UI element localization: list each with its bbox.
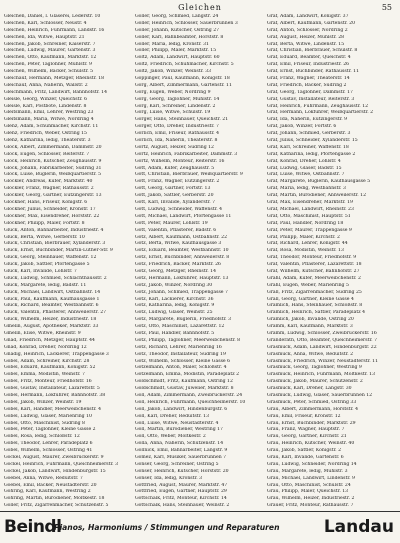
directory-entry: Göller, Johann, Kutscher, Ostring 27 <box>135 27 220 33</box>
directory-entry: Götz, Philipp, Taglöhner, Meerweibchenstr. 8 <box>135 337 241 343</box>
directory-entry: Grau, Albert, Zimmermann, Horststr. 4 <box>267 406 359 412</box>
directory-entry: Gleichen, Otto, Kaufmann, Marktstr. 12 <box>4 55 97 61</box>
directory-entry: Gómez, Karl, Musiker, Sauerbrunnen 7 <box>135 455 227 460</box>
directory-entry: Glöckler, Andreas, Küfer, Marktstr. 40 <box>4 179 93 185</box>
directory-entry: Glöckler, Georg, Gärtner, Eutzingerstr. 13 <box>4 193 102 199</box>
directory-entry: Göbel, Karl, Händler, Meerweibchenstr. 4 <box>4 406 102 412</box>
directory-entry: Gmelin, Elise, Witwe, Rheinstr. 9 <box>4 330 81 336</box>
directory-entry: Grau, Margarete, ledig, Mühlstr. 3 <box>267 468 348 474</box>
directory-entry: Grasmück, Georg, Taglöhner, Westring 9 <box>267 365 362 371</box>
directory-entry: Götz, Hermann, Lokführer, Hauptstr. 13 <box>135 275 229 281</box>
directory-entry: Götz, Margarete, Büglerin, Friedhofstr. 3 <box>135 317 232 323</box>
directory-entry: Götz, Paul, Händler, Bahnhofstr. 5 <box>135 330 215 336</box>
directory-entry: Götz, Karl, Lackierer, Kirchstr. 36 <box>135 296 214 302</box>
directory-entry: Götz, Wilhelm, Schlosser, Kleine Gasse 6 <box>135 358 231 364</box>
directory-entry: Grau, Heinrich, Kutscher, Weinstr. 40 <box>267 441 355 447</box>
directory-entry: Gollnick, Emil, Bahnarbeiter, Langstr. 9 <box>135 448 228 454</box>
directory-entry: Götzelmann, Anton, Maler, Schloßstr. 4 <box>135 365 227 371</box>
directory-entry: Graf, Ida, Näherin, Eutzingerstr. 9 <box>267 117 348 123</box>
directory-entry: Grall, Fritz, Zigarrenmacher, Südring 25 <box>267 289 362 295</box>
directory-entry: Graf, Konrad, Dreher, Löhlstr. 4 <box>267 158 341 164</box>
directory-entry: Gleichen, Wilhelm, Bäcker, Schulstr. 5 <box>4 69 94 75</box>
directory-entry: Graf, Christian, Bierbrauer, Schulstr. 8 <box>267 48 358 54</box>
directory-entry: Göltz, Adam, Landwirt, Hauptstr. 60 <box>135 55 220 61</box>
directory-entry: Graf, Rosa, Modistin, Weinstr. 13 <box>267 248 344 254</box>
directory-entry: Goll, Jakob, Landwirt, Hindenburgstr. 6 <box>135 406 228 412</box>
directory-entry: Göckel, August, Maurer, Zweibrückerstr. 9 <box>4 455 104 460</box>
directory-entry: Gött, Jakob, Sattler, Gerberstr. 20 <box>135 193 214 199</box>
directory-entry: Grau, Karl, Invalide, Gartenstr. 6 <box>267 455 344 460</box>
directory-entry: Görtz, August, Heizer, Südring 12 <box>135 144 214 150</box>
directory-entry: Göltz, Friedrich, Schuhmacher, Kirchstr. 5 <box>135 62 234 68</box>
directory-entry: Grahl, Eugen, Weber, Marienring 5 <box>267 282 349 288</box>
directory-entry: Graf, Heinrich, Fuhrmann, Zeughausstr. 12 <box>267 103 369 109</box>
directory-entry: Gonser, Ida, ledig, Kronstr. 3 <box>135 475 203 481</box>
directory-entry: Grall, Georg, Gärtner, Kleine Gasse 4 <box>267 296 354 302</box>
directory-entry: Göller, Karl, Bahnbeamter, Horststr. 8 <box>135 34 224 40</box>
directory-entry: Gramm, Ludwig, Schlosser, Zweibrückerstr. 16 <box>267 330 377 336</box>
directory-entry: Göhring, Martin, Bürodiener, Moltkestr. 18 <box>4 496 105 502</box>
directory-entry: Grau, Ernst, Buchbinder, Marktstr. 29 <box>267 420 356 426</box>
directory-entry: Göbel, Fritz, Monteur, Friedhofstr. 16 <box>4 379 92 385</box>
directory-entry: Götz, Eduard, Beamter, Westbahnstr. 10 <box>135 248 229 254</box>
directory-entry: Gleichauf, Hermann, Metzger, Rheinstr. 18 <box>4 76 105 82</box>
directory-entry: Görg, Georg, Taglöhner, Mühlstr. 14 <box>135 96 220 102</box>
directory-entry: Graf, Johann, Schmied, Gerberstr. 3 <box>267 131 351 137</box>
directory-entry: Glock, Heinrich, Kutscher, Zeughausstr. 9 <box>4 158 102 164</box>
directory-entry: Görger, Hans, Steinhauer, Queichstr. 21 <box>135 117 229 123</box>
directory-entry: Grasmück, Karl, Dreher, Langstr. 30 <box>267 386 352 392</box>
directory-entry: Götz, Ludwig, Glaser, Weinstr. 25 <box>135 310 213 316</box>
directory-entry: Götz, Theodor, Installateur, Südring 19 <box>135 351 226 357</box>
directory-entry: Graf, Ernst, Buchbinder, Rathausstr. 11 <box>267 69 360 75</box>
directory-entry: Graf, Albert, Kaufmann, Gartenstr. 20 <box>267 20 356 26</box>
directory-entry: Göckel, Heinrich, Fuhrmann, Queichheimerstr. 3 <box>4 461 118 467</box>
directory-entry: Gramm, Karl, Kaufmann, Marktstr. 3 <box>267 324 353 330</box>
directory-entry: Glück, Wilhelm, Heizer, Industriestr. 18 <box>4 317 97 323</box>
directory-entry: Graf, Berta, Witwe, Lindenstr. 15 <box>267 41 345 47</box>
directory-entry: Glück, Ernst, Buchbinder, Martin-Luther-Str. 9 <box>4 248 113 254</box>
directory-entry: Grasmück, Friedrich, Winzer, Neustadterstr. 11 <box>267 358 378 364</box>
directory-entry: Gleichen, Peter, Taglöhner, Mühlstr. 9 <box>4 62 92 68</box>
directory-entry: Göbel, Otto, Maschinist, Südring 8 <box>4 420 85 426</box>
directory-entry: Graf, Hermann, Lokführer, Weißquartierstr. 2 <box>267 110 374 116</box>
directory-entry: Grasmück, Heinrich, Fuhrmann, Moltkestr. 13 <box>267 372 376 378</box>
directory-entry: Grau, Franz, Wagner, Hauptstr. 7 <box>267 427 345 433</box>
directory-entry: Graf, Jakob, Winzer, Fortstr. 6 <box>267 124 337 130</box>
directory-entry: Götz, Friedrich, Bäcker, Marktstr. 26 <box>135 262 221 268</box>
directory-entry: Glöckner, Philipp, Maler, Fortstr. 8 <box>4 220 85 226</box>
directory-entry: Glück, Jakob, Sattler, Pfortengasse 5 <box>4 262 90 268</box>
directory-entry: Götz, Georg, Metzger, Rheinstr. 14 <box>135 268 217 274</box>
directory-entry: Graf, Wilhelm, Kutscher, Bahnhofstr. 27 <box>267 268 360 274</box>
directory-entry: Glück, Paul, Kaufmann, Kaufhausgasse 1 <box>4 296 100 302</box>
directory-entry: Graf, Luise, Witwe, Ostbahnstr. 7 <box>267 172 345 178</box>
directory-entry: Gramlich, Heinrich, Sattler, Paradeplatz 4 <box>267 310 366 316</box>
directory-entry: Görg, Eugen, Weber, Nordring 9 <box>135 89 211 95</box>
directory-entry: Gnad, Friedrich, Metzger, Hauptstr. 44 <box>4 337 95 343</box>
directory-entry: Grau, Michael, Landwirt, Lindenstr. 9 <box>267 475 355 481</box>
directory-entry: Gottschalk, Fritz, Monteur, Kirchstr. 14 <box>135 496 227 502</box>
directory-entry: Gnädig, Heinrich, Lackierer, Trappengasse 3 <box>4 351 109 357</box>
directory-entry: Gonser, Georg, Schreiner, Ostring 5 <box>135 461 219 467</box>
page-number: 55 <box>381 3 392 12</box>
directory-entry: Graf, Max, Eisendreher, Marktstr. 19 <box>267 200 353 206</box>
directory-entry: Götz, Otto, Maschinist, Lazarettstr. 12 <box>135 324 225 330</box>
directory-entry: Gött, Adam, Küfer, Zeughausstr. 5 <box>135 165 215 171</box>
directory-entry: Görtz, Wilhelm, Monteur, Reiterstr. 16 <box>135 158 225 164</box>
directory-entry: Glenz, Friedrich, Weber, Ostring 15 <box>4 131 87 137</box>
directory-entry: Glück, Georg, Steinhauer, Waffenstr. 12 <box>4 255 97 261</box>
directory-entry: Gottfried, Eugen, Gärtner, Hauptstr. 29 <box>135 489 227 495</box>
directory-entry: Graf, Franz, Wagner, Theaterstr. 14 <box>267 76 350 82</box>
directory-entry: Glück, Berta, Witwe, Gerberstr. 10 <box>4 234 85 240</box>
directory-entry: Göbel, Eduard, Kaufmann, Königstr. 52 <box>4 365 96 371</box>
directory-entry: Graf, Martin, Bürodiener, Annweilerstr. 12 <box>267 193 367 199</box>
directory-entry: Gött, Karl, Invalide, Xylanderstr. 7 <box>135 200 216 206</box>
directory-entry: Gött, Michael, Landwirt, Pfortengasse 11 <box>135 213 232 219</box>
directory-entry: Graf, Peter, Maurer, Trappengasse 9 <box>267 227 352 233</box>
running-head: Gleichen <box>178 3 222 12</box>
directory-entry: Göller, Philipp, Maler, Marktstr. 15 <box>135 48 217 54</box>
directory-entry: Gramlich, Hans, Steinhauer, Schloßstr. 8 <box>267 303 363 309</box>
directory-entry: Glück, Christian, Bierbrauer, Xylanderstr. 3 <box>4 241 106 247</box>
page-header <box>0 3 400 13</box>
directory-entry: Götz, Richard, Lehrer, Marienring 16 <box>135 344 222 350</box>
directory-entry: Gleisle, Georg, Winzer, Queichstr. 6 <box>4 96 88 102</box>
column-2 <box>135 14 263 511</box>
column-1 <box>4 14 131 511</box>
directory-entry: Graf, Paul, Händler, Nordring 18 <box>267 220 344 226</box>
directory-entry: Göbel, Rosa, ledig, Schloßstr. 12 <box>4 434 80 440</box>
directory-entry: Graf, Karl, Schreiner, Waffenstr. 18 <box>267 144 349 150</box>
directory-entry: Glenz, Adam, Schuhmacher, Kirchstr. 11 <box>4 124 99 130</box>
directory-entry: Goldschmidt, Gustav, Juwelier, Marktstr. 8 <box>135 386 234 392</box>
directory-entry: Gleichen, Jakob, Schreiner, Kaiserstr. 7 <box>4 41 96 47</box>
directory-entry: Gött, Ludwig, Schneider, Waffenstr. 4 <box>135 206 223 212</box>
directory-entry: Goll, Heinrich, Fuhrmann, Queichheimerstr. 10 <box>135 399 246 405</box>
directory-entry: Gött, Christian, Bierbrauer, Weißquartierstr. 9 <box>135 172 243 178</box>
directory-entry: Grasmück, Peter, Schmied, Ostring 33 <box>267 399 357 405</box>
directory-entry: Goldschmidt, Fritz, Kaufmann, Ostring 12 <box>135 379 233 385</box>
directory-entry: Graf, Emil, Friseur, Industriestr. 26 <box>267 62 350 68</box>
directory-entry: Gleichen, Ida, Witwe, Hauptstr. 21 <box>4 34 85 40</box>
directory-entry: Goll, Karl, Dreher, Reduitstr. 13 <box>135 413 209 419</box>
directory-entry: Götzelmann, Emma, Modistin, Paradeplatz 2 <box>135 372 239 378</box>
directory-entry: Götz, Berta, Witwe, Kaufhausgasse 3 <box>135 241 222 247</box>
directory-entry: Göckel, Jakob, Landwirt, Hindenburgstr. 15 <box>4 468 106 474</box>
directory-entry: Graf, Michael, Landwirt, Rheinstr. 23 <box>267 206 354 212</box>
directory-entry: Goll, Adam, Zimmermann, Zweibrückerstr. 24 <box>135 392 243 398</box>
directory-entry: Gött, Peter, Maurer, Löhlstr. 19 <box>135 220 208 226</box>
directory-entry: Götz, Johann, Schmied, Trappengasse 7 <box>135 289 228 295</box>
directory-entry: Grasmück, Jakob, Maurer, Schützenstr. 2 <box>267 379 363 385</box>
directory-entry: Glock, Albert, Zimmermann, Dammstr. 20 <box>4 144 102 150</box>
directory-entry: Görger, Otto, Dreher, Industriestr. 7 <box>135 124 219 130</box>
directory-entry: Göppinger, Paul, Kaufmann, Königstr. 18 <box>135 76 230 82</box>
directory-entry: Gnad, Konrad, Dreher, Nordring 12 <box>4 344 87 350</box>
directory-entry: Gleichen, Daniel, l. Glaserei, Lederstr. 10 <box>4 14 101 19</box>
directory-entry: Görg, Albert, Zimmermann, Gartenstr. 11 <box>135 82 232 88</box>
directory-entry: Gött, Valentin, Pflasterer, Badstr. 6 <box>135 227 217 233</box>
directory-entry: Goebel, Anna, Witwe, Reduitstr. 7 <box>4 475 83 481</box>
directory-entry: Glück, Richard, Beamter, Westbahnstr. 6 <box>4 303 99 309</box>
directory-entry: Göbel, Theodor, Lehrer, Paradeplatz 6 <box>4 441 93 447</box>
directory-entry: Gleichen, Heinrich, Fuhrmann, Landstr. 16 <box>4 27 105 33</box>
directory-entry: Göhring, Karl, Kaufmann, Westring 2 <box>4 489 91 495</box>
directory-entry: Gött, Georg, Gärtner, Fortstr. 13 <box>135 186 211 192</box>
directory-entry: Görtz, Heinrich, Fabrikarbeiter, Dammstr. 3 <box>135 151 238 157</box>
directory-entry: Grasmück, Ludwig, Glaser, Sauerbrunnen 12 <box>267 392 373 398</box>
directory-entry: Glück, Valentin, Pflasterer, Annweilerstr. 27 <box>4 310 107 316</box>
directory-entry: Glück, Michael, Landwirt, Ostbahnstr. 14 <box>4 289 101 295</box>
directory-entry: Granderath, Otto, Beamter, Queichheimerstr. 7 <box>267 337 377 343</box>
directory-entry: Graf, Georg, Taglöhner, Dammstr. 17 <box>267 89 353 95</box>
directory-entry: Glück, Margarete, ledig, Badstr. 11 <box>4 282 87 288</box>
directory-entry: Goll, Martin, Bürodiener, Westring 17 <box>135 427 223 433</box>
directory-entry: Grauer, Fritz, Monteur, Rathausstr. 7 <box>267 503 354 509</box>
directory-entry: Graf, Valentin, Pflasterer, Lazarettstr. 18 <box>267 262 362 268</box>
directory-entry: Graf, Adam, Landwirt, Königstr. 37 <box>267 14 349 19</box>
directory-entry: Gleisle, Karl, Postbote, Lindenstr. 8 <box>4 103 87 109</box>
directory-entry: Göller, Heinrich, Schlosser, Sauerbrunnen 3 <box>135 20 238 26</box>
directory-entry: Göbel, Ludwig, Glaser, Marienring 10 <box>4 413 92 419</box>
directory-entry: Glück, Anton, Bahnarbeiter, Industriestr. 4 <box>4 227 104 233</box>
directory-entry: Grau, Otto, Maschinist, Schulstr. 24 <box>267 482 351 488</box>
directory-entry: Göbel, Adam, Schreiner, Kirchstr. 28 <box>4 358 90 364</box>
directory-entry: Gleichauf, Anna, Näherin, Wallstr. 2 <box>4 82 88 88</box>
directory-entry: Gleichen, Ludwig, Maurer, Gartenstr. 3 <box>4 48 96 54</box>
directory-entry: Götz, Albert, Kaufmann, Ostbahnstr. 22 <box>135 234 228 240</box>
directory-entry: Goll, Otto, Weber, Moltkestr. 2 <box>135 434 206 440</box>
directory-entry: Göller, Fritz, Zigarrenmacher, Schützenstr. 5 <box>4 503 109 509</box>
directory-entry: Graf, Eduard, Beamter, Queichstr. 4 <box>267 55 351 61</box>
directory-entry: Graf, Richard, Lehrer, Königstr. 44 <box>267 241 348 247</box>
directory-entry: Grau, Jakob, Sattler, Königstr. 2 <box>267 448 342 454</box>
directory-entry: Görlich, Emil, Friseur, Rathausstr. 4 <box>135 131 219 137</box>
directory-entry: Gleitsmann, Maria, Witwe, Nordring 4 <box>4 117 94 123</box>
advertiser-name: Beindl <box>4 517 62 537</box>
directory-entry: Glück, Ludwig, Schmied, Schlachthausstr. 2 <box>4 275 107 281</box>
directory-entry: Götz, Katharina, ledig, Königstr. 9 <box>135 303 215 309</box>
directory-entry: Grau, Wilhelm, Heizer, Industriestr. 2 <box>267 496 355 502</box>
directory-entry: Graf, Katharina, ledig, Pfortengasse 2 <box>267 151 356 157</box>
directory-entry: Görg, Karl, Schreiner, Lindenstr. 2 <box>135 103 216 109</box>
directory-entry: Gleichen, Karl, Schlosser, Neustr. 4 <box>4 20 87 26</box>
directory-entry: Göbel, Wilhelm, Schlosser, Ostring 41 <box>4 448 93 454</box>
directory-entry: Graf, Philipp, Maler, Kirchstr. 2 <box>267 234 340 240</box>
directory-entry: Glock, Johann, Fabrikarbeiter, Südring 31 <box>4 165 102 171</box>
directory-entry: Göbel, Emma, Modistin, Weinstr. 7 <box>4 372 85 378</box>
directory-entry: Glöckner, Hans, Friseur, Königstr. 6 <box>4 200 88 206</box>
directory-entry: Graf, Friedrich, Bäcker, Südring 2 <box>267 82 347 88</box>
directory-entry: Götz, Jakob, Winzer, Nordring 30 <box>135 282 213 288</box>
directory-entry: Gramlich, Jakob, Invalide, Ostring 20 <box>267 317 354 323</box>
directory-entry: Göbel, Peter, Taglöhner, Kleine Gasse 2 <box>4 427 96 433</box>
directory-entry: Goll, Luise, Witwe, Neustadterstr. 4 <box>135 420 219 426</box>
directory-entry: Glöckler, Franz, Wagner, Rathausstr. 2 <box>4 186 94 192</box>
column-3 <box>267 14 396 511</box>
directory-entry: Göltz, Jakob, Winzer, Weinstr. 33 <box>135 69 212 75</box>
directory-entry: Golla, Anna, Näherin, Schützenstr. 14 <box>135 441 224 447</box>
directory-entry: Görg, Luise, Witwe, Schulstr. 19 <box>135 110 211 116</box>
directory-entry: Göller, Georg, Schmied, Langstr. 24 <box>135 14 219 19</box>
directory-entry: Glöckner, Max, Eisendreher, Horststr. 22 <box>4 213 100 219</box>
directory-entry: Goebel, Emil, Bäcker, Neustadterstr. 20 <box>4 482 97 488</box>
directory-entry: Gleitsmann, Emil, Lehrer, Westring 23 <box>4 110 94 116</box>
directory-entry: Göbel, Jakob, Winzer, Weinstr. 19 <box>4 399 82 405</box>
directory-entry: Gleichmann, Fritz, Landwirt, Bahnhofstr. 14 <box>4 89 107 95</box>
directory-entry: Grahl, Adam, Küfer, Meerweibchenstr. 2 <box>267 275 361 281</box>
directory-entry: Glück, Karl, Invalide, Löhlstr. 7 <box>4 268 77 274</box>
directory-entry: Graf, Gustav, Installateur, Reiterstr. 3 <box>267 96 355 102</box>
advertiser-city: Landau <box>323 517 394 537</box>
directory-entry: Graf, Margarete, Büglerin, Kaufhausgasse 5 <box>267 179 371 185</box>
advertisement-tagline: Pianos, Harmoniums / Stimmungen und Reparaturen <box>54 523 280 532</box>
directory-entry: Gottschalk, Hans, Steinhauer, Weinstr. 2 <box>135 503 230 509</box>
directory-entry: Grau, Ludwig, Schneider, Nordring 14 <box>267 461 357 467</box>
directory-entry: Glöckner, Julius, Schneider, Kronstr. 17 <box>4 206 96 212</box>
directory-entry: Grau, Georg, Gärtner, Kirchstr. 21 <box>267 434 347 440</box>
directory-entry: Grau, Philipp, Maler, Queichstr. 13 <box>267 489 349 495</box>
directory-entry: Graf, Theodor, Monteur, Friedhofstr. 9 <box>267 255 357 261</box>
directory-entry: Graf, Otto, Maschinist, Hauptstr. 51 <box>267 213 351 219</box>
directory-entry: Glenz, Katharina, ledig, Theaterstr. 3 <box>4 138 91 144</box>
directory-entry: Gött, Franz, Wagner, Eutzingerstr. 2 <box>135 179 220 185</box>
directory-entry: Gonser, Heinrich, Kutscher, Horststr. 20 <box>135 468 229 474</box>
directory-entry: Göbel, Gustav, Installateur, Lazarettstr. 5 <box>4 386 100 392</box>
directory-entry: Glock, Eugen, Schlosser, Reiterstr. 7 <box>4 151 90 157</box>
advertisement-footer <box>0 511 400 542</box>
directory-entry: Götz, Ernst, Buchbinder, Annweilerstr. 8 <box>135 255 230 261</box>
directory-entry: Graf, Ludwig, Glaser, Badstr. 15 <box>267 165 342 171</box>
directory-entry: Göbel, Hermann, Lokführer, Bahnhofstr. 38 <box>4 392 106 398</box>
directory-entry: Glock, Luise, Büglerin, Weißquartierstr. 5 <box>4 172 102 178</box>
directory-entry: Graf, Maria, ledig, Westbahnstr. 3 <box>267 186 346 192</box>
directory-entry: Graf, Julius, Schneider, Xylanderstr. 15 <box>267 138 358 144</box>
directory-entry: Grasmück, Adam, Landwirt, Hindenburgstr. 22 <box>267 344 377 350</box>
directory-entry: Gottfried, August, Maurer, Marktstr. 47 <box>135 482 228 488</box>
directory-entry: Grau, Emil, Friseur, Kronstr. 12 <box>267 413 341 419</box>
directory-entry: Graf, August, Heizer, Mühlstr. 28 <box>267 34 345 40</box>
directory-columns <box>4 14 396 511</box>
directory-entry: Graf, Anton, Schlosser, Nordring 2 <box>267 27 348 33</box>
directory-entry: Göller, Maria, ledig, Kronstr. 31 <box>135 41 209 47</box>
directory-entry: Gmelin, August, Apotheker, Marktstr. 33 <box>4 324 99 330</box>
directory-entry: Grasmück, Anna, Witwe, Reduitstr. 2 <box>267 351 354 357</box>
directory-entry: Görlich, Ida, Näherin, Theaterstr. 8 <box>135 138 218 144</box>
